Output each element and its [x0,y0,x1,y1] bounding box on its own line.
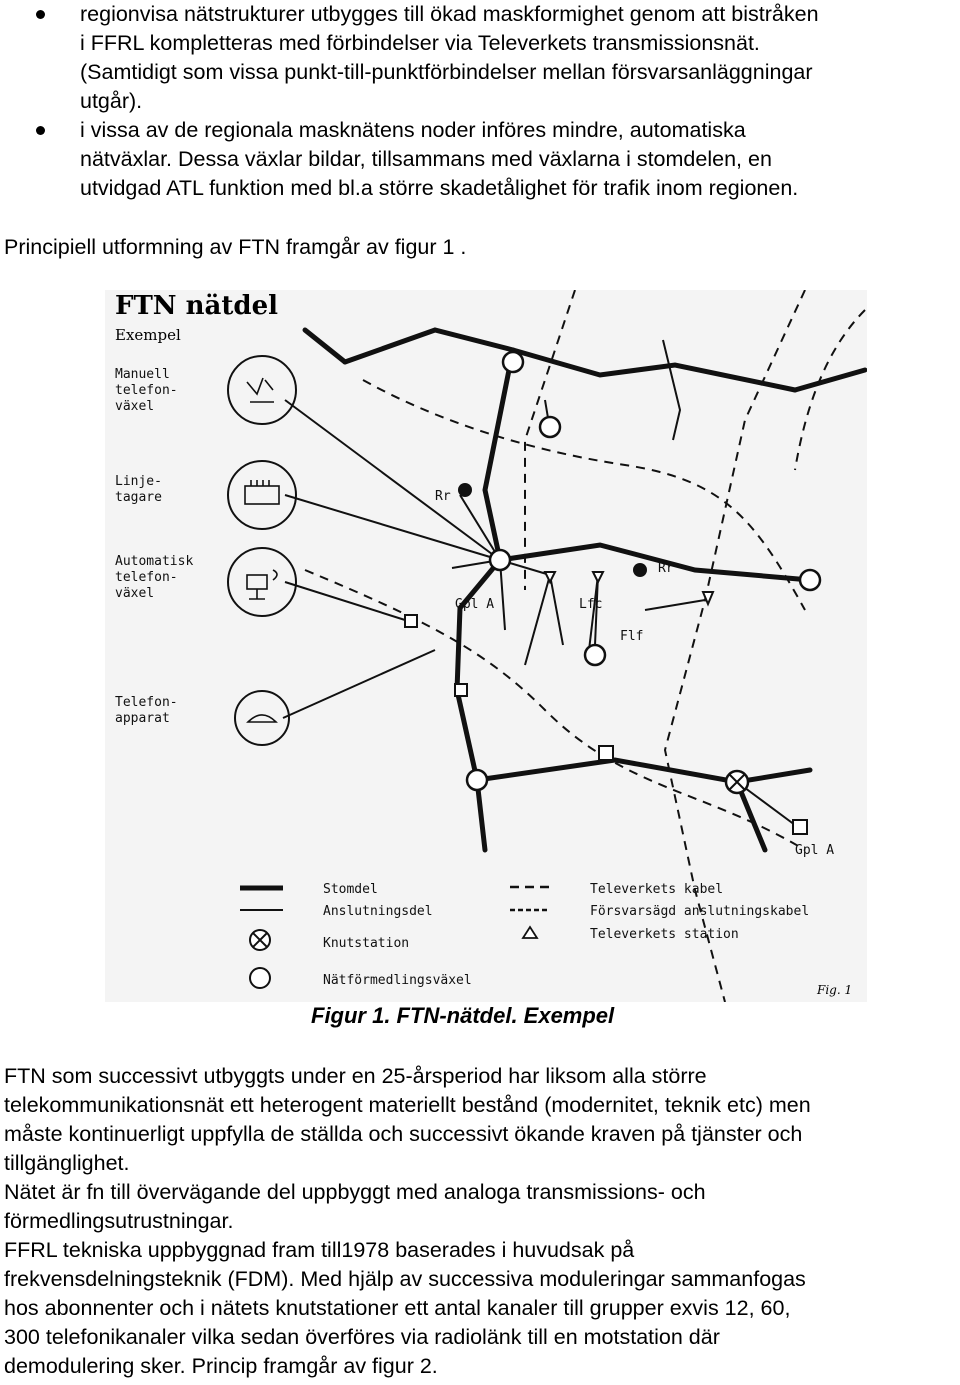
body-line: förmedlingsutrustningar. [4,1209,234,1233]
figure-subtitle: Exempel [115,326,181,344]
bullet-line: (Samtidigt som vissa punkt-till-punktförbindelser mellan försvarsanläggningar [80,60,813,84]
body-line: hos abonnenter och i nätets knutstationer ett antal kanaler till grupper exvis 12, 60, [4,1296,791,1320]
map-label-flf: Flf [620,629,644,644]
network-exchange-node [540,417,560,437]
label-manual-switch: Manuell telefon- växel [115,367,178,414]
body-line: frekvensdelningsteknik (FDM). Med hjälp av successiva moduleringar sammanfogas [4,1267,806,1291]
body-line: FTN som successivt utbyggts under en 25-årsperiod har liksom alla större [4,1064,707,1088]
bullet-item [0,0,960,116]
bullet-line: utgår). [80,89,143,113]
bullet-line: utvidgad ATL funktion med bl.a större skadetålighet för trafik inom regionen. [80,176,799,200]
body-line: 300 telefonikanaler vilka sedan överföres via radiolänk till en motstation där [4,1325,720,1349]
network-exchange-node [800,570,820,590]
network-exchange-node [503,352,523,372]
label-auto-switch: Automatisk telefon- växel [115,554,194,601]
body-line: Nätet är fn till övervägande del uppbyggt med analoga transmissions- och [4,1180,706,1204]
legend-knutstation: Knutstation [323,936,410,951]
network-exchange-node [490,550,510,570]
bullet-line: regionvisa nätstrukturer utbygges till ökad maskformighet genom att bistråken [80,2,819,26]
map-label-rr: Rr [435,489,451,504]
intro-paragraph: Principiell utformning av FTN framgår av figur 1 . [4,235,467,259]
bullet-dot [36,126,45,135]
bullet-list [0,0,960,203]
label-telephone: Telefon- apparat [115,695,178,726]
bullet-line: i FFRL kompletteras med förbindelser via Televerkets transmissionsnät. [80,31,760,55]
body-line: demodulering sker. Princip framgår av figur 2. [4,1354,438,1378]
body-line: måste kontinuerligt uppfylla de ställda och successivt ökande kraven på tjänster och [4,1122,803,1146]
body-line: tillgänglighet. [4,1151,130,1175]
bullet-line: nätväxlar. Dessa växlar bildar, tillsammans med växlarna i stomdelen, en [80,147,772,171]
legend-tv-station: Televerkets station [590,927,739,942]
legend-stomdel: Stomdel [323,882,378,897]
legend-natformedlingsvaxel: Nätförmedlingsväxel [323,973,472,988]
map-label-lfc: Lfc [579,597,603,612]
bullet-dot [36,10,45,19]
body-text [4,1062,960,1381]
bullet-line: i vissa av de regionala masknätens noder införes mindre, automatiska [80,118,746,142]
map-label-gpl-a: Gpl A [795,843,835,858]
figure-caption: Figur 1. FTN-nätdel. Exempel [311,1003,615,1028]
ftn-network-figure [105,290,867,1002]
legend-tv-kabel: Televerkets kabel [590,882,724,897]
body-line: FFRL tekniska uppbyggnad fram till1978 baserades i huvudsak på [4,1238,635,1262]
label-line-terminal: Linje- tagare [115,474,162,505]
legend-forsvar-kabel: Försvarsägd anslutningskabel [590,904,810,919]
network-exchange-node [467,770,487,790]
network-exchange-node [585,645,605,665]
figure-title: FTN nätdel [115,291,278,321]
bullet-item [0,116,960,203]
map-label-gpl-a: Gpl A [455,597,495,612]
map-label-rr: Rr [658,561,674,576]
legend-anslutningsdel: Anslutningsdel [323,904,433,919]
figure-number: Fig. 1 [817,983,853,997]
body-line: telekommunikationsnät ett heterogent materiellt bestånd (modernitet, teknik etc) men [4,1093,811,1117]
